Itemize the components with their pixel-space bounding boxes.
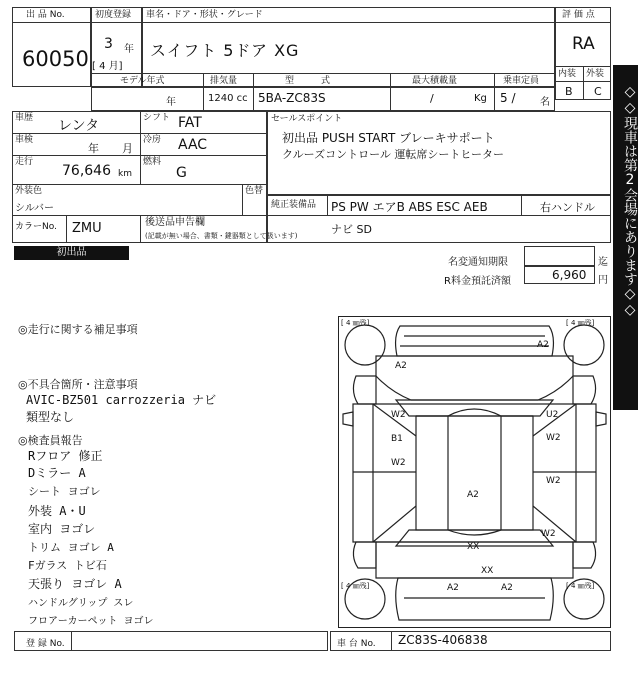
damage-mark: U2 xyxy=(546,410,559,420)
score: RA xyxy=(572,34,595,54)
aftermarket: ナビ SD xyxy=(331,223,372,236)
model-label: 車名・ドア・形状・グレード xyxy=(146,10,263,20)
model-name: スイフト 5ドア XG xyxy=(150,41,300,60)
car-outline xyxy=(338,316,611,628)
inspection-year: 年 xyxy=(88,142,99,155)
fuel-label: 燃料 xyxy=(143,157,162,167)
damage-mark: XX xyxy=(467,542,480,552)
inspector-line-3: シート ヨゴレ xyxy=(28,485,101,498)
inspector-line-2: Dミラー A xyxy=(28,466,86,480)
model-year-unit: 年 xyxy=(166,97,176,108)
displacement: 1240 cc xyxy=(208,93,248,104)
seats-unit: 名 xyxy=(540,97,550,108)
tire-depth-front-right: [ 4 ㎜残] xyxy=(566,319,595,327)
equipment-label: 純正装備品 xyxy=(271,200,317,210)
chassis-number: ZC83S-406838 xyxy=(398,633,488,647)
lot-number: 60050 xyxy=(22,47,89,71)
aftermarket-label: 後送品申告欄 xyxy=(145,217,205,228)
damage-mark: W2 xyxy=(391,410,406,420)
inspection-month: 月 xyxy=(122,142,133,155)
equipment: PS PW エアB ABS ESC AEB xyxy=(331,200,488,214)
first-registration-month: [ 4 月] xyxy=(92,61,123,72)
history: レンタ xyxy=(58,118,100,134)
inspector-line-4: 外装 A・U xyxy=(28,504,86,518)
ext-color: シルバー xyxy=(15,203,55,214)
damage-mark: W2 xyxy=(391,458,406,468)
interior-score: B xyxy=(565,85,573,98)
displacement-label: 排気量 xyxy=(210,76,238,86)
sales-point-line2: クルーズコントロール 運転席シートヒーター xyxy=(282,148,504,161)
sales-point-line1: 初出品 PUSH START ブレーキサポート xyxy=(282,131,495,145)
score-label: 評 価 点 xyxy=(562,10,595,20)
seats-label: 乗車定員 xyxy=(503,76,540,86)
inspector-line-7: Fガラス トビ石 xyxy=(28,559,107,572)
chassis-number-label: 車 台 No. xyxy=(337,639,376,649)
type-label: 型 式 xyxy=(285,76,331,86)
inspector-line-10: フロアーカーペット ヨゴレ xyxy=(28,616,154,627)
driving-notes-title: ◎走行に関する補足事項 xyxy=(18,323,138,336)
exterior-score: C xyxy=(594,85,602,98)
damage-mark: XX xyxy=(481,566,494,576)
inspector-title: ◎検査員報告 xyxy=(18,434,83,447)
inspector-line-6: トリム ヨゴレ A xyxy=(28,541,114,554)
defect-line-1: AVIC-BZ501 carrozzeria ナビ xyxy=(26,393,217,407)
sales-point-label: セールスポイント xyxy=(271,114,343,124)
ext-color-label: 外装色 xyxy=(15,186,43,196)
recall-unit: 迄 xyxy=(598,257,608,268)
damage-mark: W2 xyxy=(546,476,561,486)
capacity-label: 最大積載量 xyxy=(412,76,458,86)
first-registration-label: 初度登録 xyxy=(95,10,132,20)
inspector-line-1: Rフロア 修正 xyxy=(28,449,103,463)
damage-mark: A2 xyxy=(501,583,513,593)
ac: AAC xyxy=(178,137,208,153)
damage-mark: A2 xyxy=(395,361,407,371)
recall-field xyxy=(524,246,595,266)
handle-side: 右ハンドル xyxy=(540,201,595,214)
status-badge: 初出品 xyxy=(14,246,129,260)
type-code: 5BA-ZC83S xyxy=(258,91,326,105)
ac-label: 冷房 xyxy=(143,135,162,145)
inspector-line-9: ハンドルグリップ スレ xyxy=(28,598,134,609)
fuel: G xyxy=(176,165,187,181)
color-no-label: カラーNo. xyxy=(15,222,57,232)
defects-title: ◎不具合箇所・注意事項 xyxy=(18,378,138,391)
lot-number-label: 出 品 No. xyxy=(26,10,65,20)
capacity-slash: / xyxy=(430,92,434,105)
first-registration-year-unit: 年 xyxy=(124,44,134,55)
history-label: 車歴 xyxy=(15,113,34,123)
damage-mark: A2 xyxy=(447,583,459,593)
color-no: ZMU xyxy=(72,221,102,236)
tire-depth-front-left: [ 4 ㎜残] xyxy=(341,319,370,327)
color-change-label: 色替 xyxy=(245,186,264,196)
inspector-line-8: 天張り ヨゴレ A xyxy=(28,577,122,591)
seats: 5 / xyxy=(500,91,516,105)
damage-mark: B1 xyxy=(391,434,403,444)
damage-mark: W2 xyxy=(546,433,561,443)
damage-mark: A2 xyxy=(537,340,549,350)
mileage: 76,646 xyxy=(62,163,111,179)
aftermarket-note: (記載が無い場合、書類・鍵器類として扱います) xyxy=(145,232,298,240)
mileage-unit: km xyxy=(118,169,132,179)
recycle-unit: 円 xyxy=(598,275,608,286)
mileage-label: 走行 xyxy=(15,157,34,167)
model-year-label: モデル年式 xyxy=(120,76,165,86)
shift: FAT xyxy=(178,115,202,131)
registration-number-label: 登 録 No. xyxy=(26,639,65,649)
tire-depth-rear-left: [ 4 ㎜残] xyxy=(341,582,370,590)
inspection-label: 車検 xyxy=(15,135,34,145)
interior-score-label: 内装 xyxy=(558,69,577,79)
damage-mark: W2 xyxy=(541,529,556,539)
side-banner-text: ◇◇現車は第2会場にあります◇◇ xyxy=(622,84,638,318)
exterior-score-label: 外装 xyxy=(586,69,605,79)
capacity-unit: Kg xyxy=(474,93,487,104)
inspector-line-5: 室内 ヨゴレ xyxy=(28,522,96,536)
shift-label: シフト xyxy=(143,113,171,123)
damage-mark: A2 xyxy=(467,490,479,500)
defect-line-2: 類型なし xyxy=(26,410,75,424)
recycle-value: 6,960 xyxy=(552,268,587,282)
tire-depth-rear-right: [ 4 ㎜残] xyxy=(566,582,595,590)
first-registration-year: 3 xyxy=(104,36,113,52)
recycle-label: R料金預託済額 xyxy=(444,276,511,287)
recall-label: 名変通知期限 xyxy=(448,257,508,268)
